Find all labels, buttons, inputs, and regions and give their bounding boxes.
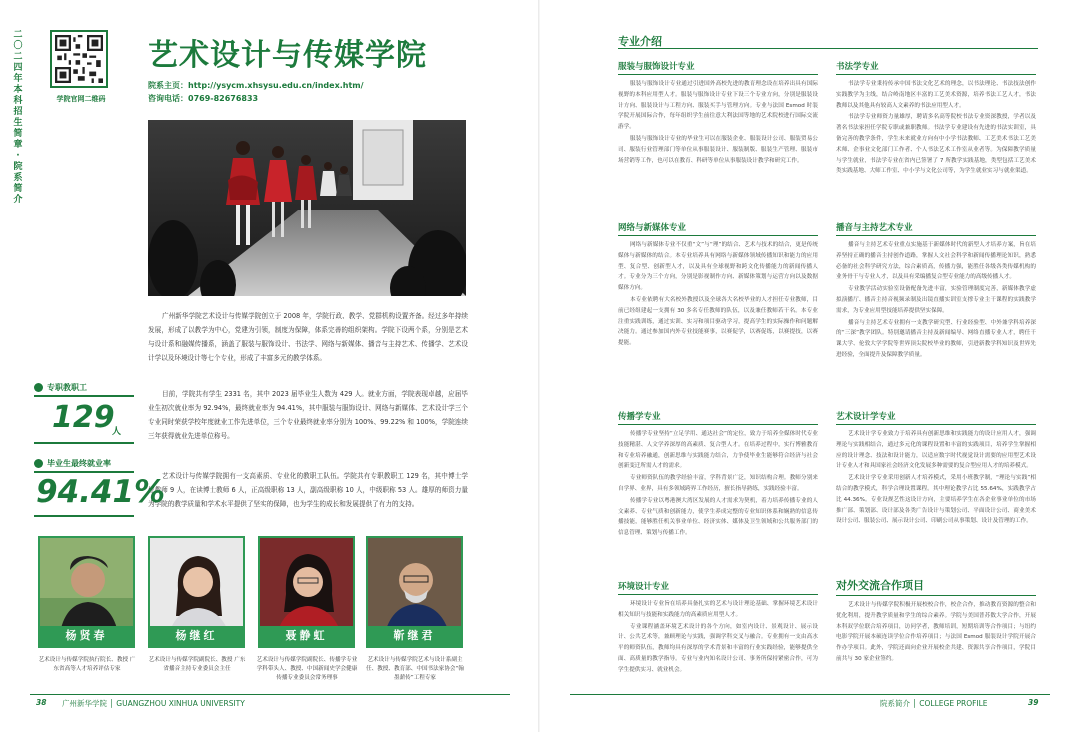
section-text: 艺术设计学专业致力于培养具有创新思维和实践能力的设计应用人才，强调理论与实践相结合，通过多元化的课程设置和丰富的实践项目，培养学生掌握相应的设计理念、技法和设计能力，以适应数字时代视觉设计需要的应用型艺术设计专业人才和具国家社会经济文化发展多种需要的复合型应用人才的培养模式。 (836, 431, 1036, 470)
divider (34, 442, 134, 444)
section-text: 服装与服饰设计专业通过引进国外高校先进的教育理念设在培养出具有国际视野的本科应用型人才。服装与服饰设计专业下设三个专业方向，分别是服装设计方向、服装设计与工程方向、服装买手与管理方向。专业与法国 Esmod 时装学院开展国际合作，每年组织学生前往意大利法国等地的艺术院校进行国际交流游学。 (618, 81, 818, 131)
section-text: 播音与主持艺术专业拥有一支教学研究型、行业经验型、中外兼学科培养深的“三深”教学团队。特别邀请播音主持及新闻编导、网络直播专业人才，聘任干课大学、伦敦大学学院等世界顶尖院校毕业的教师，引进新教学科知识及世界先进经验，全面提升及保障教学质量。 (836, 319, 1036, 358)
major-communication (618, 410, 818, 540)
stat-employment-label-text: 毕业生最终就业率 (47, 459, 111, 468)
divider (34, 395, 134, 397)
employment-paragraph: 目前，学院共有学生 2331 名，其中 2023 届毕业生人数为 429 人。就业方面，学院表现卓越，应届毕业生初次就业率为 92.94%，最终就业率为 94.41%，其中服装与服饰设计、网络与新媒体、艺术设计学三个专业同时荣获学校年度就业工作先进单位，三个专业最终就业率分别为 100%、99.22% 和 100%，学院连续三年获得就业先进单位称号。 (148, 390, 468, 440)
page-title: 艺术设计与传媒学院 (148, 38, 427, 73)
homepage-link[interactable]: 院系主页：http://ysycm.xhsysu.edu.cn/index.htm/ (148, 81, 364, 90)
divider (618, 48, 1038, 49)
major-art-design (836, 410, 1036, 528)
section-text: 艺术设计学专业采用创新人才培养模式，采用小班教学制，“理论与实践”相结合的教学模式，科学合理设置课程。其中理论教学占比 55.64%，实践教学占比 44.36%。专业设规艺性这设计方向，主要培养学生在各企业事业单位的市场推广部、策划部、设计部及各类广告设计与策划公司、平面设计公司、商业美术设计公司、服装公司、展示设计公司、印刷公司从事策划、设计及管理的工作。 (836, 475, 1036, 525)
portrait-1 (38, 536, 135, 648)
bullet-icon (34, 383, 43, 392)
fashion-show-image (148, 120, 466, 296)
major-calligraphy (836, 60, 1036, 178)
section-text: 网络与新媒体专业不仅重“文”与“理”的结合、艺术与技术的结合，更是传统媒体与新媒体的结合。本专业培养具有网络与新媒体领域传播知识和能力的应用型、复合型、创新型人才，以及具有全球视野和跨文化传播能力的新闻传播人才。专业分为三个方向，分别是影视制作方向、新媒体策划与运营方向以及数据媒体方向。 (618, 242, 818, 292)
right-page (540, 0, 1080, 732)
qr-code[interactable] (50, 30, 108, 88)
section-title: 传播学专业 (618, 410, 818, 425)
portrait-4 (366, 536, 463, 648)
section-text: 服装与服饰设计专业的毕业生可以在服装企业、服装设计公司、服装贸易公司、服装行业管理部门等单位从事服装设计、服装制版、服装生产管理、服装市场营销等工作，也可以在教育、科研等单位从事服装设计教学和研究工作。 (618, 135, 818, 164)
stat-employment-label (34, 458, 111, 469)
footer-text: 院系简介 │ COLLEGE PROFILE (880, 699, 988, 708)
section-title: 艺术设计学专业 (836, 410, 1036, 425)
footer-line (570, 694, 1050, 695)
section-text: 环境设计专业旨在培养具备扎实的艺术与设计理论基础、掌握环境艺术设计相关知识与技能和实践能力的高素质应用型人才。 (618, 601, 818, 618)
contact-info (148, 79, 364, 105)
divider (34, 515, 134, 517)
stat-faculty-unit: 人 (112, 427, 122, 437)
faculty-paragraph: 艺术设计与传媒学院拥有一支高素质、专业化的教职工队伍。学院共有专职教职工 129 名，其中博士学位教师 9 人，在读博士教师 6 人，正高级职称 13 人，副高级职称 10 人，中级职称 53 人。雄厚的师资力量为学院的教学质量和学术水平提供了坚实的保障，也为学生的成长和发展提供了有力的支持。 (148, 472, 468, 508)
divider (34, 471, 134, 473)
section-text: 专业教学活动实验室设备配备先进丰富，实验管理制度完善，新媒体教学虚拟演播厅、播音主持音视频录制及出镜直播实训室支撑专业主干课程的实践教学需求，为专业应用型技能培养提供坚实保障。 (836, 286, 1036, 314)
bullet-icon (34, 459, 43, 468)
stat-faculty-label (34, 382, 87, 393)
page-number: 38 (36, 698, 47, 707)
person-caption: 艺术设计与传媒学院艺术与设计系副主任、教授、教育部、中国书法家协会“翰墨薪传”工程专家 (366, 657, 464, 681)
major-fashion-design (618, 60, 818, 167)
runway-photo (148, 120, 466, 296)
person-caption: 艺术设计与传媒学院执行院长、教授 广东省高等人才培养评估专家 (38, 657, 136, 672)
section-text: 传播学专业坚持“立足学用、通达社会”的定位，致力于培养全媒体时代专业技能精湛、人文学养深厚的高素质、复合型人才。在培养过程中，实行博雅教育和专业培养融通，创新思维与实践能力结合，力争使毕业生能够符合经济与社会创新变迁所需人才的需求。 (618, 431, 818, 470)
section-text: 本专业依聘有大名校外教授以及全球各大名校毕业的人才担任专业教师，目前已经组建起一支拥有 30 多名专任教师的队伍，以及兼任教师若干名。本专业注重实践训练，通过实训、实习和项目驱动学习，提高学生的实际操作和问题解决能力。通过参加国内外专业技能赛事，以赛促学，以赛促练，以赛提技，以赛提能。 (618, 296, 818, 347)
portrait-3 (258, 536, 355, 648)
section-text: 专业师资队伍的教学经验丰富，学科背景广泛，知识结构合理。教师分别来自学界、业界，具有多领域跨界工作经历，擅长指导熟练，实践经验丰富。 (618, 475, 818, 492)
person-name: 靳继君 (368, 626, 461, 646)
exchange-programs (836, 577, 1036, 666)
stat-faculty-label-text: 专职教职工 (47, 383, 87, 392)
section-text: 专业课程涵盖环境艺术设计的各个方向，如室内设计、景观设计、展示设计、公共艺术等，兼顾理论与实践，强调学科交叉与融合。专业拥有一支由高水平的师资队伍，教师均具有深厚的学术背景和丰富的行业实践经验，能够提供全面、高质量的教学指导。专业与业内知名设计公司、事务所保持紧密合作，可为学生提供实习、就业机会。 (618, 623, 818, 673)
section-title: 网络与新媒体专业 (618, 221, 818, 236)
page-number: 39 (1028, 698, 1039, 707)
section-text: 书法学专业秉持传承中国书法文化艺术的理念，以书法理论、书法技法创作实践教学为主线，结合岭南地区丰富的工艺美术资源，培养书法工艺人才，书法教师以及其他具有较高人文素养的书法应用型人才。 (836, 81, 1036, 109)
section-title: 播音与主持艺术专业 (836, 221, 1036, 236)
person-caption: 艺术设计与传媒学院副院长、传播学专业学科带头人、教授、中国新闻史学会健康传播专业委员会常务理事 (256, 657, 358, 681)
qr-caption: 学院官网二维码 (56, 95, 106, 103)
footer-text: 广州新华学院 │ GUANGZHOU XINHUA UNIVERSITY (62, 699, 245, 708)
section-text: 艺术设计与传媒学院积极开展校校合作，校企合作，推动教育资源的整合和优化利用，提升教学质量和学生的综合素养。学院与美国普苏数大学合作，开展本科双学位联合培养项目，访问学者，教师培训，短期培训等合作项目；与纽约电影学院开展本硕连读学位合作培养项目；与法国 Esmod 服装设计学院开展合作办学项目。此外，学院还面向企业开展校企共建、资源共享合作项目，学院目前共与 30 家企业签约。 (836, 602, 1036, 662)
major-environmental-design (618, 580, 818, 677)
person-caption: 艺术设计与传媒学院副院长、教授 广东省播音主持专业委员会主任 (148, 657, 246, 672)
qr-code-icon (55, 35, 103, 83)
stat-faculty-value: 129 (52, 400, 115, 435)
major-broadcasting (836, 221, 1036, 362)
vertical-section-label: 二〇二四年本科招生简章·院系简介 (13, 30, 23, 205)
intro-paragraph: 广州新华学院艺术设计与传媒学院创立于 2008 年，学院行政、教学、党群机构设置齐备。经过多年持续发展，形成了以教学为中心，党建为引领，制度为保障，体系完善的组织架构。学院下设两个系，分别是艺术与设计系和融媒传播系，涵盖了服装与服饰设计、书法学、网络与新媒体、播音与主持艺术、传播学、艺术设计学以及环境设计等七个专业，形成了丰富多元的教学体系。 (148, 312, 468, 362)
phone-number: 咨询电话：0769-82676833 (148, 94, 259, 103)
person-name: 聂静虹 (260, 626, 353, 646)
person-name: 杨继红 (150, 626, 243, 646)
section-text: 书法学专业师资力量雄厚，聘请多名高等院校书法专业资深教授，学者以及著名书法家担任学院专职或兼职教师。书法学专业建设有先进的书法实训室，具备完善的教学条件，学生未来就业方向有中小学书法教师、工艺美术书法工艺美术师、企事业文化部门工作者、个人书法艺术工作室从业者等。为保障教学质量与学生就业，书法学专业在省内已签署了 7 所教学实践基地，类型包括工艺美术类实践基地、大师工作室、中小学与文化公司等，为学生就业实习与就业渠道。 (836, 114, 1036, 175)
section-text: 传播学专业以粤港澳大湾区发展的人才需求为契机，着力培养传播专业的人文素养、专业气质和创新能力，使学生养成完整的专业知识体系和娴熟的信息传播技能，能够胜任机关事业单位、经济实体、媒体及卫生领域和公共服务部门的信息管理、策划与传播工作。 (618, 497, 818, 537)
section-title: 书法学专业 (836, 60, 1036, 75)
section-title: 服装与服饰设计专业 (618, 60, 818, 75)
section-title: 对外交流合作项目 (836, 577, 1036, 596)
person-name: 杨贤春 (40, 626, 133, 646)
section-header: 专业介绍 (618, 35, 662, 48)
portrait-2 (148, 536, 245, 648)
stat-employment-value: 94.41% (36, 474, 166, 510)
section-title: 环境设计专业 (618, 580, 818, 595)
major-new-media (618, 221, 818, 350)
footer-line (30, 694, 510, 695)
section-text: 播音与主持艺术专业重点实施基于新媒体时代的新型人才培养方案，旨在培养坚持正确的播音主持创作道路，掌握人文社会科学和新闻传播理论知识，熟悉必备的社会科学研究方法，综合素质高，传播力强，能胜任各级各类传媒机构的业务骨干与专业人才，以及具有采编播复合型专业能力的高级传播人才。 (836, 242, 1036, 281)
